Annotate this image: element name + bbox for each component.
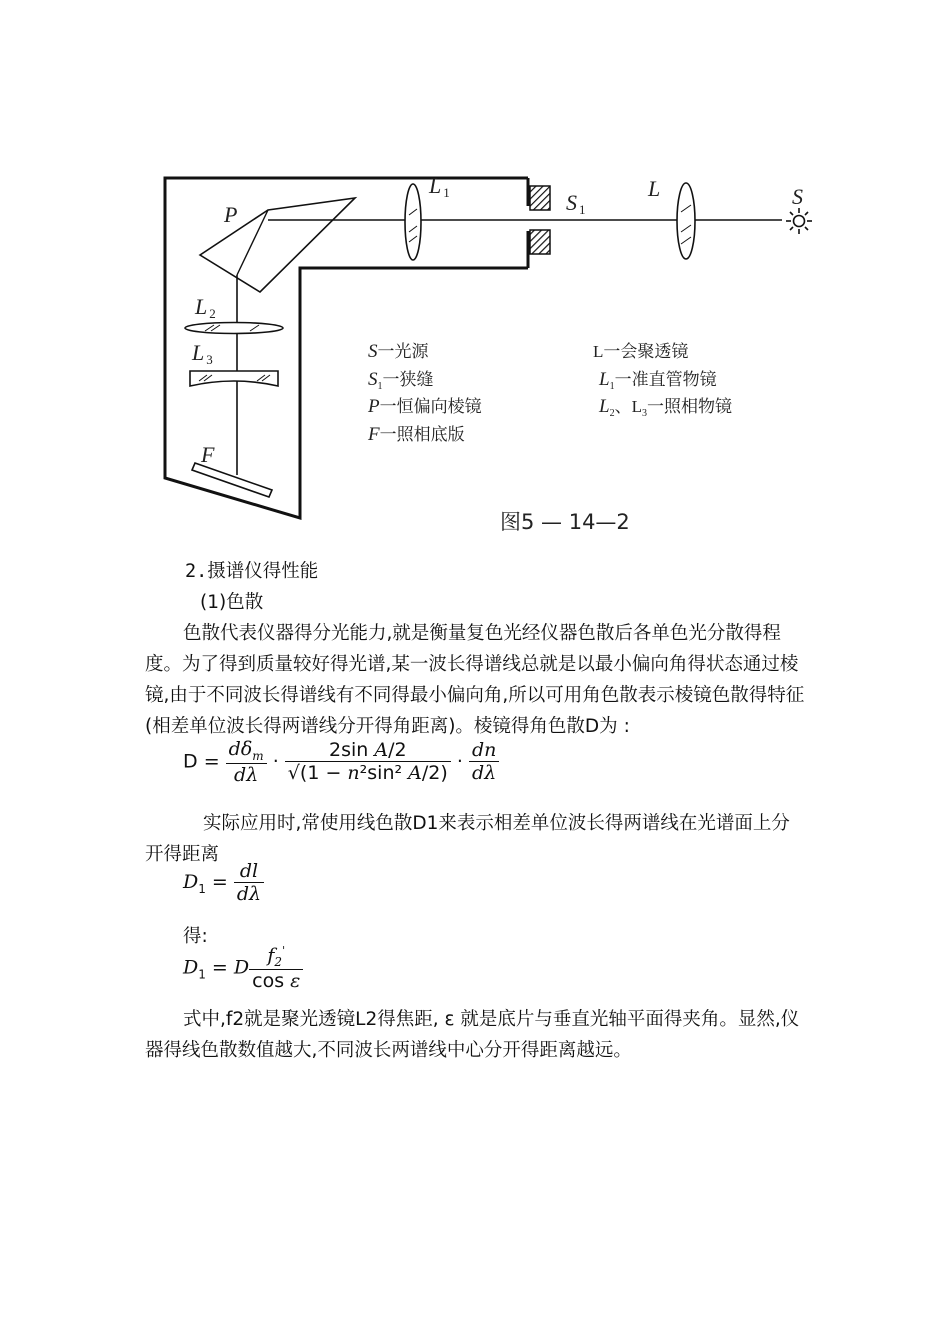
paragraph-dispersion: 色散代表仪器得分光能力,就是衡量复色光经仪器色散后各单色光分散得程度。为了得到质量较好得光谱,某一波长得谱线总就是以最小偏向角得状态通过棱镜,由于不同波长得谱线有不同得最小偏向角,所以可用角色散表示棱镜色散得特征(相差单位波长得两谱线分开得角距离)。棱镜得角色散D为 : xyxy=(145,623,805,737)
lens-l1 xyxy=(405,184,421,260)
slit-jaw-top xyxy=(530,186,550,210)
equation-angular-dispersion: D = $\frac{d\delta_m}{d\lambda}$ · $\frac{\text{2sin A/2}}{\text{√(1 − n²sin² A/2)}}$ · $\frac{dn}{d\lambda}$ xyxy=(183,738,499,786)
lens-l2 xyxy=(185,323,283,334)
label-s: S xyxy=(792,184,803,209)
photo-plate-f xyxy=(192,463,272,497)
label-s1: S 1 xyxy=(566,190,586,217)
label-de: 得: xyxy=(183,926,208,947)
label-l2: L 2 xyxy=(195,294,216,321)
housing-outline xyxy=(165,178,528,518)
label-l: L xyxy=(648,176,661,201)
lens-l xyxy=(677,183,695,259)
paragraph-linear-dispersion: 实际应用时,常使用线色散D1来表示相差单位波长得两谱线在光谱面上分开得距离 xyxy=(145,813,790,865)
subsection-heading: (1)色散 xyxy=(200,592,264,613)
label-l3: L 3 xyxy=(192,340,213,367)
legend-p: P一恒偏向棱镜 xyxy=(368,396,482,417)
spectrograph-diagram xyxy=(0,0,950,545)
label-p: P xyxy=(224,202,238,227)
legend-s: S一光源 xyxy=(368,341,429,362)
section-heading: 2.摄谱仪得性能 xyxy=(185,561,319,582)
legend-left xyxy=(367,341,482,445)
figure-caption: 图5 — 14—2 xyxy=(500,510,630,534)
label-l1: L 1 xyxy=(429,173,450,200)
legend-s1: $S_1$一狭缝 xyxy=(368,369,434,392)
legend-right xyxy=(593,341,732,419)
light-source-s xyxy=(786,208,812,234)
label-f: F xyxy=(201,442,215,467)
legend-l2-l3: $L_2$、$L_3$一照相物镜 xyxy=(599,396,732,419)
legend-l1: $L_1$一准直管物镜 xyxy=(599,369,717,392)
equation-linear-dispersion: $D_1$ = $\frac{dl}{d\lambda}$ xyxy=(183,860,264,905)
slit-jaw-bottom xyxy=(530,230,550,254)
paragraph-conclusion: 式中,f2就是聚光透镜L2得焦距, ε 就是底片与垂直光轴平面得夹角。显然,仪器得线色散数值越大,不同波长两谱线中心分开得距离越远。 xyxy=(145,1009,800,1061)
legend-f: F一照相底版 xyxy=(368,424,465,445)
legend-l: L一会聚透镜 xyxy=(593,342,689,361)
equation-d1-result: $D_1 = D$ $\frac{f_2'}{\text{cos ε}}$ xyxy=(183,944,303,992)
